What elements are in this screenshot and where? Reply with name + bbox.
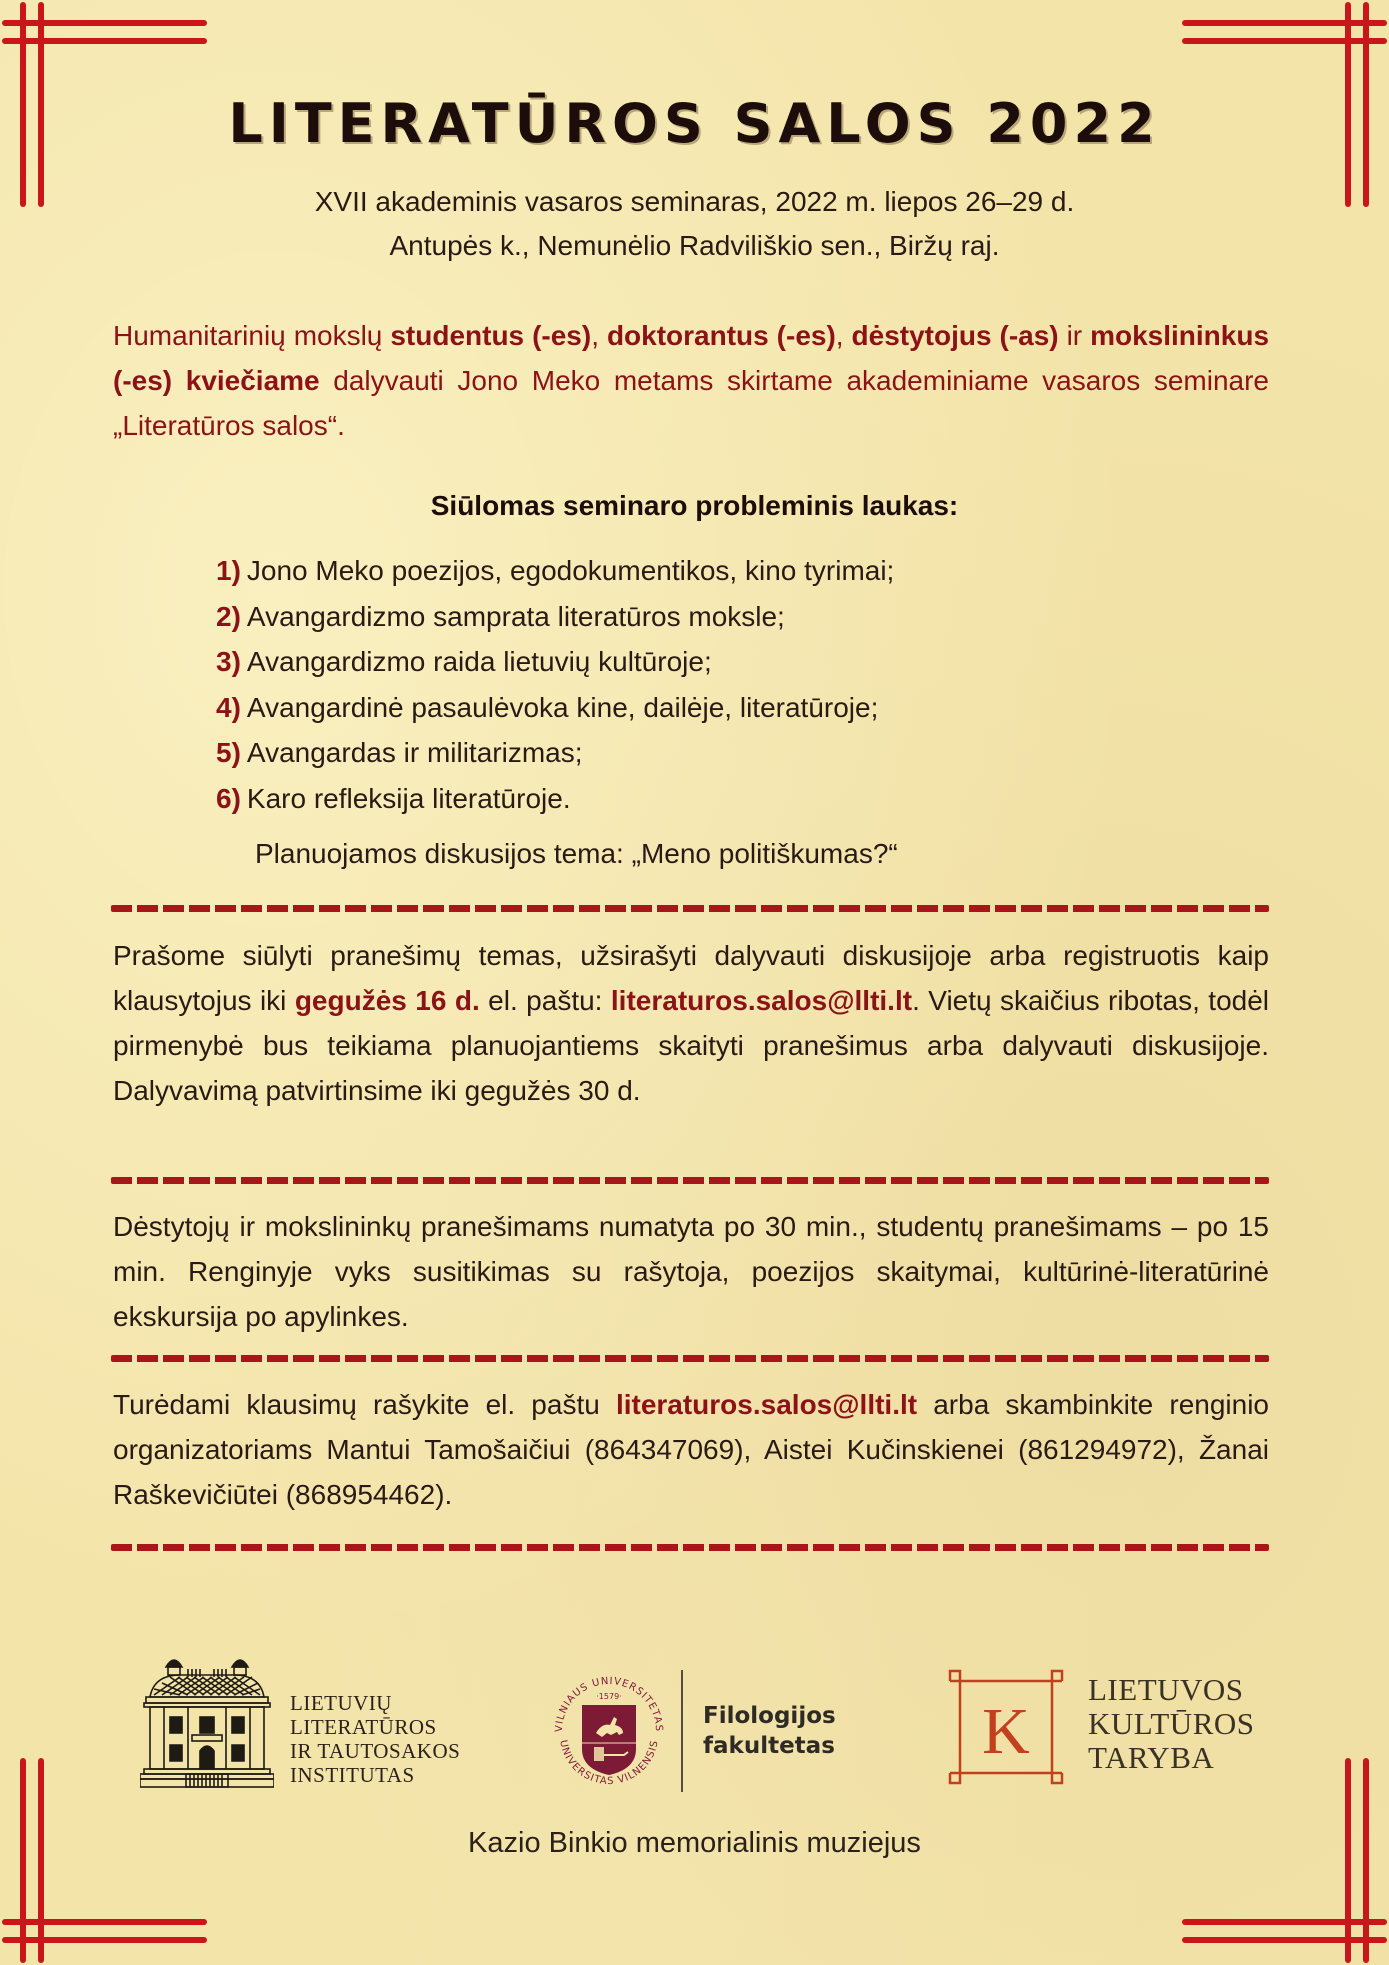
building-icon	[140, 1645, 274, 1790]
topics-heading: Siūlomas seminaro probleminis laukas:	[430, 490, 959, 521]
topics-list	[216, 548, 894, 821]
svg-text:K: K	[982, 1695, 1030, 1768]
list-item: 5) Avangardas ir militarizmas;	[216, 737, 583, 768]
vu-filologijos-logo: VILNIAUS UNIVERSITETAS UNIVERSITAS VILNENSIS ·1579· Filologijos fakultetas	[548, 1665, 868, 1795]
email-link[interactable]: literaturos.salos@llti.lt	[615, 1389, 918, 1420]
llti-logo: LIETUVIŲ LITERATŪROS IR TAUTOSAKOS INSTITUTAS	[140, 1645, 480, 1795]
dashed-divider	[111, 1544, 1269, 1551]
list-item: 3) Avangardizmo raida lietuvių kultūroje;	[216, 646, 712, 677]
registration-paragraph: Prašome siūlyti pranešimų temas, užsirašyti dalyvauti diskusijoje arba registruotis kaip klausytojus iki gegužės 16 d. el. paštu: literaturos.salos@llti.lt. Vietų skaičius ribotas, todėl pirmenybė bus teikiama planuojantiems skaityti pranešimus arba dalyvauti diskusijoje. Dalyvavimą patvirtinsime iki gegužės 30 d.	[113, 940, 1270, 1106]
vu-seal-icon	[548, 1665, 670, 1795]
dashed-divider	[111, 905, 1269, 912]
k-frame-icon	[946, 1667, 1066, 1787]
invitation-paragraph: Humanitarinių mokslų studentus (-es), doktorantus (-es), dėstytojus (-as) ir mokslininkus (-es) kviečiame dalyvauti Jono Meko metams skirtame akademiniame vasaros seminare „Literatūros salos“.	[113, 320, 1270, 441]
list-item: 4) Avangardinė pasaulėvoka kine, dailėje, literatūroje;	[216, 691, 879, 723]
list-item: 1) Jono Meko poezijos, egodokumentikos, kino tyrimai;	[216, 555, 895, 586]
museum-label: Kazio Binkio memorialinis muziejus	[468, 1827, 921, 1859]
logo-divider	[681, 1670, 683, 1792]
format-paragraph: Dėstytojų ir mokslininkų pranešimams numatyta po 30 min., studentų pranešimams – po 15 min. Renginyje vyks susitikimas su rašytoja, poezijos skaitymai, kultūrinė-literatūrinė ekskursija po apylinkes.	[113, 1211, 1269, 1332]
lkt-logo: K LIETUVOS KULTŪROS TARYBA	[946, 1667, 1276, 1787]
deadline: gegužės 16 d.	[294, 985, 480, 1016]
dashed-divider	[111, 1355, 1269, 1362]
event-location: Antupės k., Nemunėlio Radviliškio sen., Biržų raj.	[389, 230, 1000, 261]
email-link[interactable]: literaturos.salos@llti.lt	[610, 985, 913, 1016]
svg-text:·1579·: ·1579·	[596, 1692, 622, 1701]
list-item: 2) Avangardizmo samprata literatūros moksle;	[216, 600, 785, 632]
svg-text:VILNIAUS UNIVERSITETAS: VILNIAUS UNIVERSITETAS	[553, 1675, 665, 1733]
list-item: 6) Karo refleksija literatūroje.	[216, 782, 571, 814]
contacts-paragraph: Turėdami klausimų rašykite el. paštu literaturos.salos@llti.lt arba skambinkite renginio organizatoriams Mantui Tamošaičiui (864347069), Aistei Kučinskienei (861294972), Žanai Raškevičiūtei (868954462).	[113, 1389, 1270, 1510]
discussion-topic: Planuojamos diskusijos tema: „Meno politiškumas?“	[255, 838, 898, 869]
event-dates: XVII akademinis vasaros seminaras, 2022 m. liepos 26–29 d.	[314, 186, 1075, 217]
svg-text:UNIVERSITAS VILNENSIS: UNIVERSITAS VILNENSIS	[557, 1739, 661, 1788]
dashed-divider	[111, 1177, 1269, 1184]
page-title: LITERATŪROS SALOS 2022	[228, 92, 1161, 155]
